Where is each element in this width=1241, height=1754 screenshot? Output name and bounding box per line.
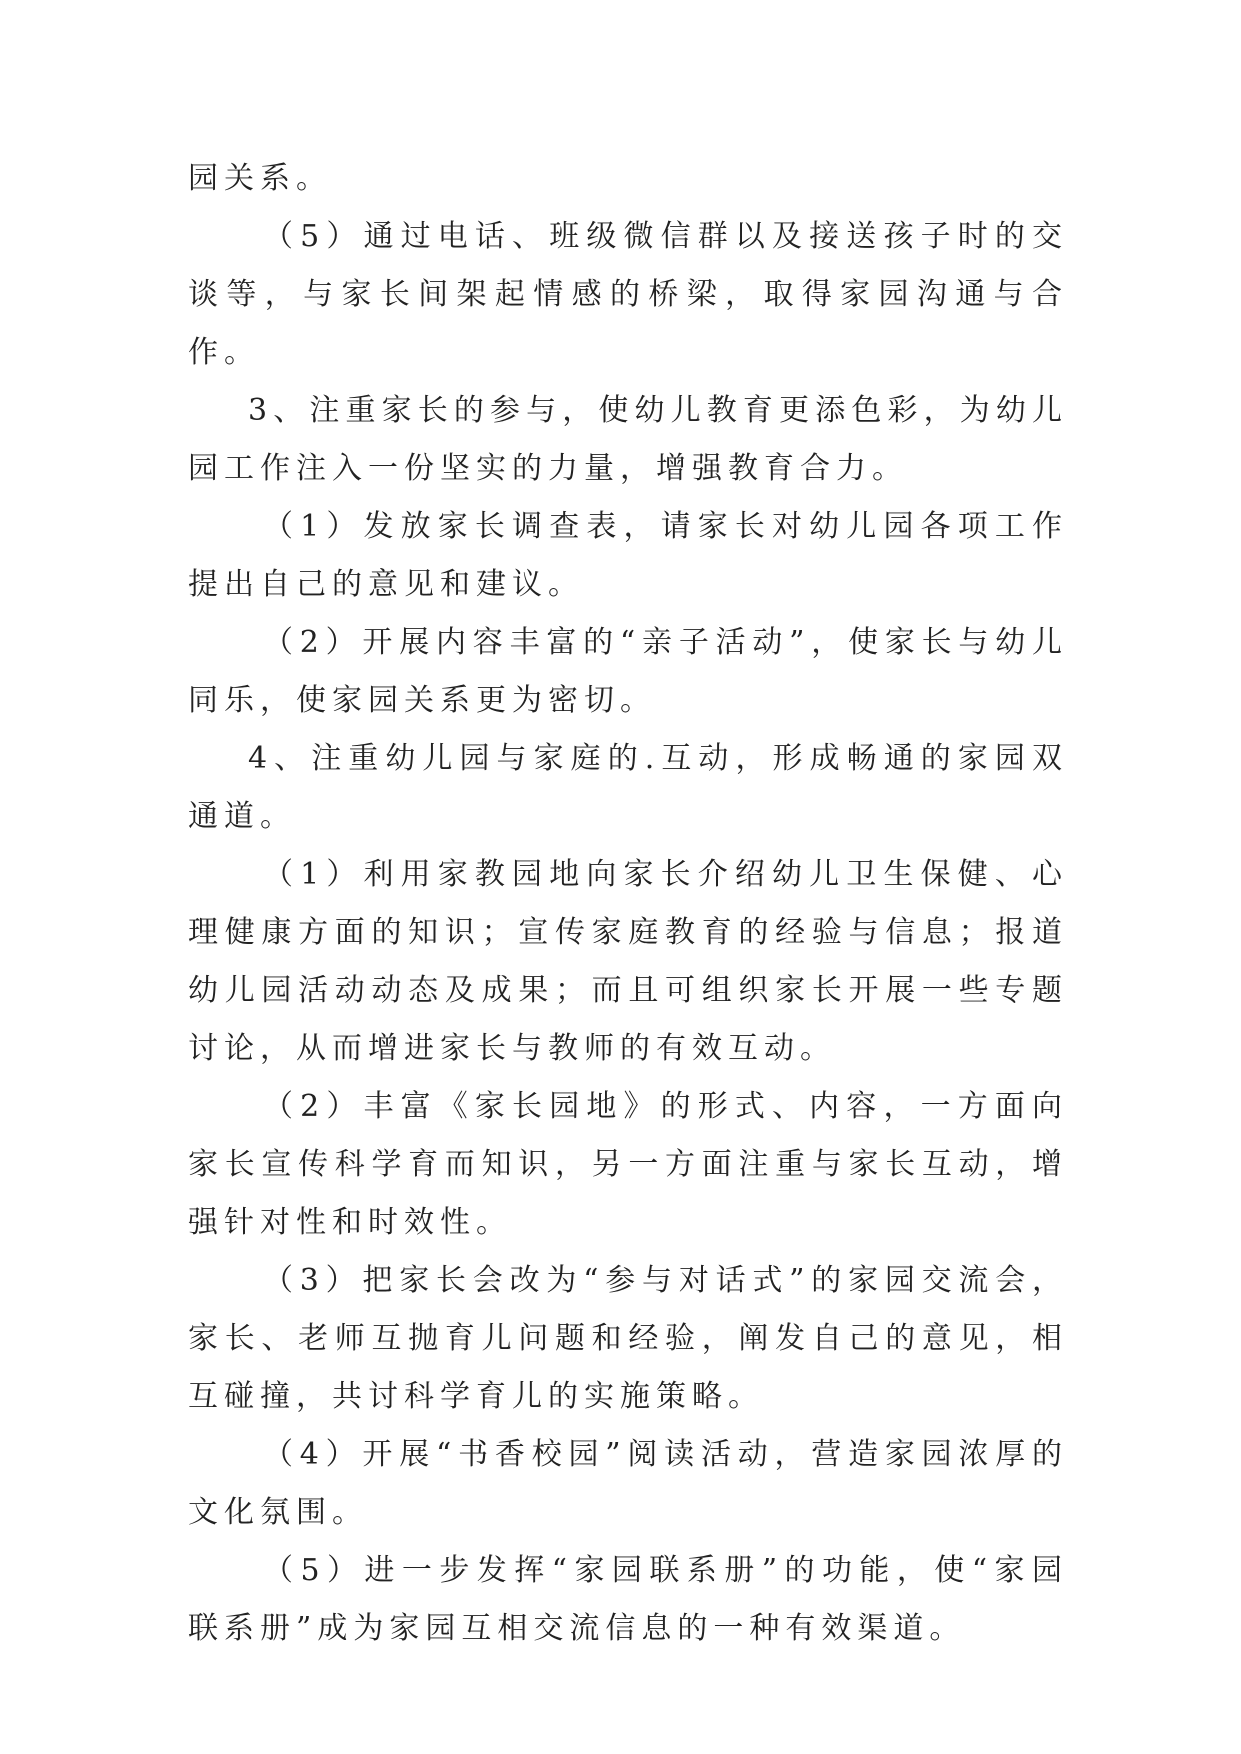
paragraph-item-5-communication: （5）通过电话、班级微信群以及接送孩子时的交谈等，与家长间架起情感的桥梁，取得家园沟通与合作。 bbox=[188, 219, 1068, 370]
paragraph-item-1-survey: （1）发放家长调查表，请家长对幼儿园各项工作提出自己的意见和建议。 bbox=[188, 509, 1068, 602]
paragraph-section-4: 4、注重幼儿园与家庭的.互动，形成畅通的家园双通道。 bbox=[188, 741, 1068, 834]
paragraph-item-4-reading: （4）开展“书香校园”阅读活动，营造家园浓厚的文化氛围。 bbox=[188, 1437, 1068, 1530]
paragraph-item-5-contact-book: （5）进一步发挥“家园联系册”的功能，使“家园联系册”成为家园互相交流信息的一种有效渠道。 bbox=[188, 1553, 1068, 1646]
document-body bbox=[188, 150, 1068, 1658]
paragraph-continuation: 园关系。 bbox=[188, 161, 332, 196]
paragraph-item-3-parent-meeting: （3）把家长会改为“参与对话式”的家园交流会，家长、老师互抛育儿问题和经验，阐发自己的意见，相互碰撞，共讨科学育儿的实施策略。 bbox=[188, 1263, 1068, 1414]
paragraph-item-2-parent-garden: （2）丰富《家长园地》的形式、内容，一方面向家长宣传科学育而知识，另一方面注重与家长互动，增强针对性和时效性。 bbox=[188, 1089, 1068, 1240]
paragraph-item-2-parent-child: （2）开展内容丰富的“亲子活动”，使家长与幼儿同乐，使家园关系更为密切。 bbox=[188, 625, 1068, 718]
paragraph-section-3: 3、注重家长的参与，使幼儿教育更添色彩，为幼儿园工作注入一份坚实的力量，增强教育合力。 bbox=[188, 393, 1068, 486]
paragraph-item-1-home-education: （1）利用家教园地向家长介绍幼儿卫生保健、心理健康方面的知识；宣传家庭教育的经验与信息；报道幼儿园活动动态及成果；而且可组织家长开展一些专题讨论，从而增进家长与教师的有效互动。 bbox=[188, 857, 1068, 1066]
